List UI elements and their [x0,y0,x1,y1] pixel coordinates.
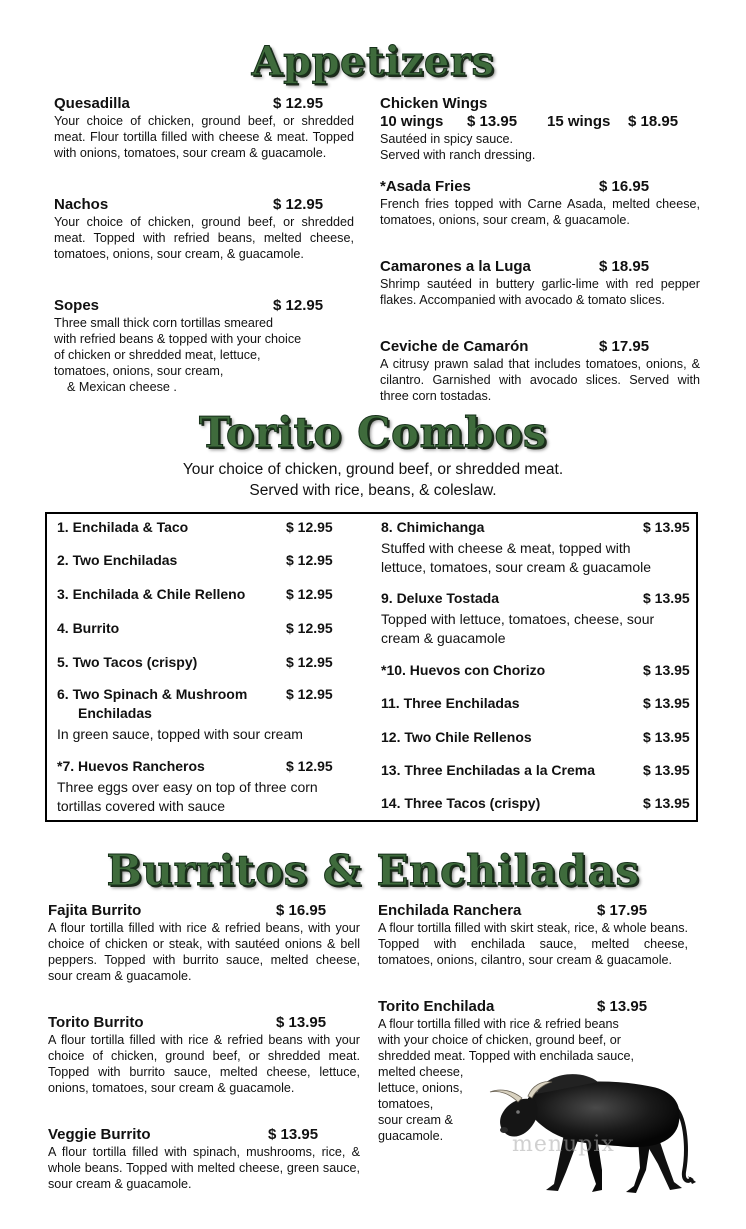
item-description: French fries topped with Carne Asada, melted cheese, tomatoes, onions, sour cream, & guacamole. [380,197,700,227]
combo-name: *10. Huevos con Chorizo [381,662,546,678]
combo-item-7 [57,758,367,818]
item-description-line: Three small thick corn tortillas smeared [54,316,274,330]
combo-item-6 [57,686,367,746]
combo-item-14 [381,795,699,815]
menu-item-veggie-burrito [48,1126,360,1192]
combo-description-line: Topped with lettuce, tomatoes, cheese, sour [381,611,655,627]
item-description-line: of chicken or shredded meat, lettuce, [54,348,261,362]
item-price: $ 18.95 [599,258,650,275]
item-name: *Asada Fries [380,178,471,195]
combo-name: 14. Three Tacos (crispy) [381,795,541,811]
item-description-line: tomatoes, [378,1097,434,1111]
wings-10-label: 10 wings [380,113,444,130]
combo-description-line: Three eggs over easy on top of three corn [57,779,318,795]
combo-name: 11. Three Enchiladas [381,695,520,711]
combo-item-5 [57,654,367,674]
menu-item-chicken-wings [380,95,700,163]
item-description-line: with your choice of chicken, ground beef, or [378,1033,621,1047]
item-name: Torito Enchilada [378,998,495,1015]
item-name: Nachos [54,196,109,213]
wings-10-price: $ 13.95 [467,113,518,130]
item-price: $ 17.95 [597,902,648,919]
combo-item-1 [57,519,367,539]
combo-price: $ 13.95 [643,662,690,678]
combo-price: $ 13.95 [643,519,690,535]
menu-item-ceviche [380,338,700,404]
combo-item-12 [381,729,699,749]
combo-item-9 [381,590,699,650]
combo-item-4 [57,620,367,640]
item-description-line: shredded meat. Topped with enchilada sauce, [378,1049,635,1063]
item-description-line: tomatoes, onions, sour cream, [54,364,224,378]
combo-price: $ 13.95 [643,795,690,811]
item-name: Fajita Burrito [48,902,142,919]
menu-item-sopes [54,297,354,395]
combo-description: In green sauce, topped with sour cream [57,726,303,742]
menu-item-enchilada-ranchera [378,902,688,968]
item-description-line: melted cheese, [378,1065,464,1079]
wings-15-price: $ 18.95 [628,113,679,130]
item-description: Your choice of chicken, ground beef, or shredded meat. Topped with refried beans, melted cheese, tomatoes, onions, sour cream, & guacamole. [54,215,354,261]
combos-title: Torito Combos [199,408,547,457]
combo-item-8 [381,519,699,579]
item-price: $ 13.95 [268,1126,319,1143]
item-description-line: A flour tortilla filled with rice & refried beans [378,1017,619,1031]
combos-box [45,512,698,822]
appetizers-title: Appetizers [251,38,495,85]
combo-item-2 [57,552,367,572]
combo-price: $ 13.95 [643,729,690,745]
combo-name: 3. Enchilada & Chile Relleno [57,586,246,602]
item-description: Your choice of chicken, ground beef, or shredded meat. Flour tortilla filled with cheese & meat. Topped with onions, tomatoes, sour cream & guacamole. [54,114,354,160]
menu-item-nachos [54,196,354,262]
combo-description-line: lettuce, tomatoes, sour cream & guacamole [381,559,652,575]
wings-15-label: 15 wings [547,113,611,130]
item-price: $ 17.95 [599,338,650,355]
item-price: $ 12.95 [273,196,324,213]
combo-name: 13. Three Enchiladas a la Crema [381,762,595,778]
combo-price: $ 13.95 [643,590,690,606]
item-price: $ 13.95 [276,1014,327,1031]
item-name: Torito Burrito [48,1014,144,1031]
combo-price: $ 12.95 [286,519,333,535]
item-description-line: guacamole. [378,1129,444,1143]
combo-price: $ 12.95 [286,686,333,702]
item-description: A citrusy prawn salad that includes tomatoes, onions, & cilantro. Garnished with avocado slices. Served with three corn tostadas. [380,357,700,403]
item-price: $ 16.95 [599,178,650,195]
combo-name: 9. Deluxe Tostada [381,590,500,606]
combo-item-13 [381,762,699,782]
item-name: Enchilada Ranchera [378,902,522,919]
menu-item-camarones [380,258,700,308]
combo-name: 6. Two Spinach & Mushroom [57,686,248,702]
combo-price: $ 12.95 [286,654,333,670]
menu-item-fajita-burrito [48,902,360,984]
menu-item-torito-burrito [48,1014,360,1096]
combo-name: 4. Burrito [57,620,120,636]
item-name: Veggie Burrito [48,1126,151,1143]
item-name: Ceviche de Camarón [380,338,529,355]
combos-intro-line-2: Served with rice, beans, & coleslaw. [249,482,497,499]
item-description-line: Served with ranch dressing. [380,148,536,162]
item-description: A flour tortilla filled with rice & refried beans with your choice of chicken, ground beef, or shredded meat. Topped with burrito sauce, melted cheese, lettuce, onions, tomatoes, sour cream & guacamole. [48,1033,360,1095]
item-description: A flour tortilla filled with rice & refried beans, with your choice of chicken or steak, with sautéed onions & bell peppers. Topped with burrito sauce, melted cheese, sour cream & guacamole. [48,921,360,983]
combo-price: $ 12.95 [286,758,333,774]
item-description-line: with refried beans & topped with your choice [54,332,302,346]
combo-name: 8. Chimichanga [381,519,485,535]
burritos-title: Burritos & Enchiladas [106,846,640,895]
item-name: Camarones a la Luga [380,258,531,275]
bull-icon [488,1060,708,1200]
combo-price: $ 13.95 [643,762,690,778]
combo-price: $ 13.95 [643,695,690,711]
item-price: $ 12.95 [273,297,324,314]
combos-intro-line-1: Your choice of chicken, ground beef, or shredded meat. [182,461,564,478]
combo-name: 12. Two Chile Rellenos [381,729,532,745]
item-description: A flour tortilla filled with spinach, mushrooms, rice, & whole beans. Topped with melted cheese, green sauce, sour cream & guacamole. [48,1145,360,1191]
item-price: $ 16.95 [276,902,327,919]
watermark-text: menupix [512,1132,615,1157]
item-description: Shrimp sautéed in buttery garlic-lime with red pepper flakes. Accompanied with avocado & tomato slices. [380,277,700,307]
menu-item-asada-fries [380,178,700,228]
combo-item-10 [381,662,699,682]
item-description-line: & Mexican cheese . [67,380,177,394]
item-description-line: Sautéed in spicy sauce. [380,132,514,146]
item-description: A flour tortilla filled with skirt steak, rice, & whole beans. Topped with enchilada sauce, melted cheese, tomatoes, onions, cilantro, sour cream & guacamole. [378,921,688,967]
item-name: Sopes [54,297,100,314]
combo-name: *7. Huevos Rancheros [57,758,205,774]
combo-price: $ 12.95 [286,586,333,602]
combo-item-3 [57,586,367,606]
combo-name-continued: Enchiladas [78,705,152,721]
combo-name: 1. Enchilada & Taco [57,519,189,535]
combo-item-11 [381,695,699,715]
combo-name: 2. Two Enchiladas [57,552,178,568]
item-description-line: sour cream & [378,1113,453,1127]
item-price: $ 13.95 [597,998,648,1015]
item-name: Chicken Wings [380,95,488,112]
item-price: $ 12.95 [273,95,324,112]
combo-price: $ 12.95 [286,552,333,568]
combo-description-line: Stuffed with cheese & meat, topped with [381,540,631,556]
item-description-line: lettuce, onions, [378,1081,463,1095]
combo-price: $ 12.95 [286,620,333,636]
menu-item-quesadilla [54,95,354,161]
combo-name: 5. Two Tacos (crispy) [57,654,198,670]
item-name: Quesadilla [54,95,130,112]
combo-description-line: tortillas covered with sauce [57,798,226,814]
combo-description-line: cream & guacamole [381,630,506,646]
